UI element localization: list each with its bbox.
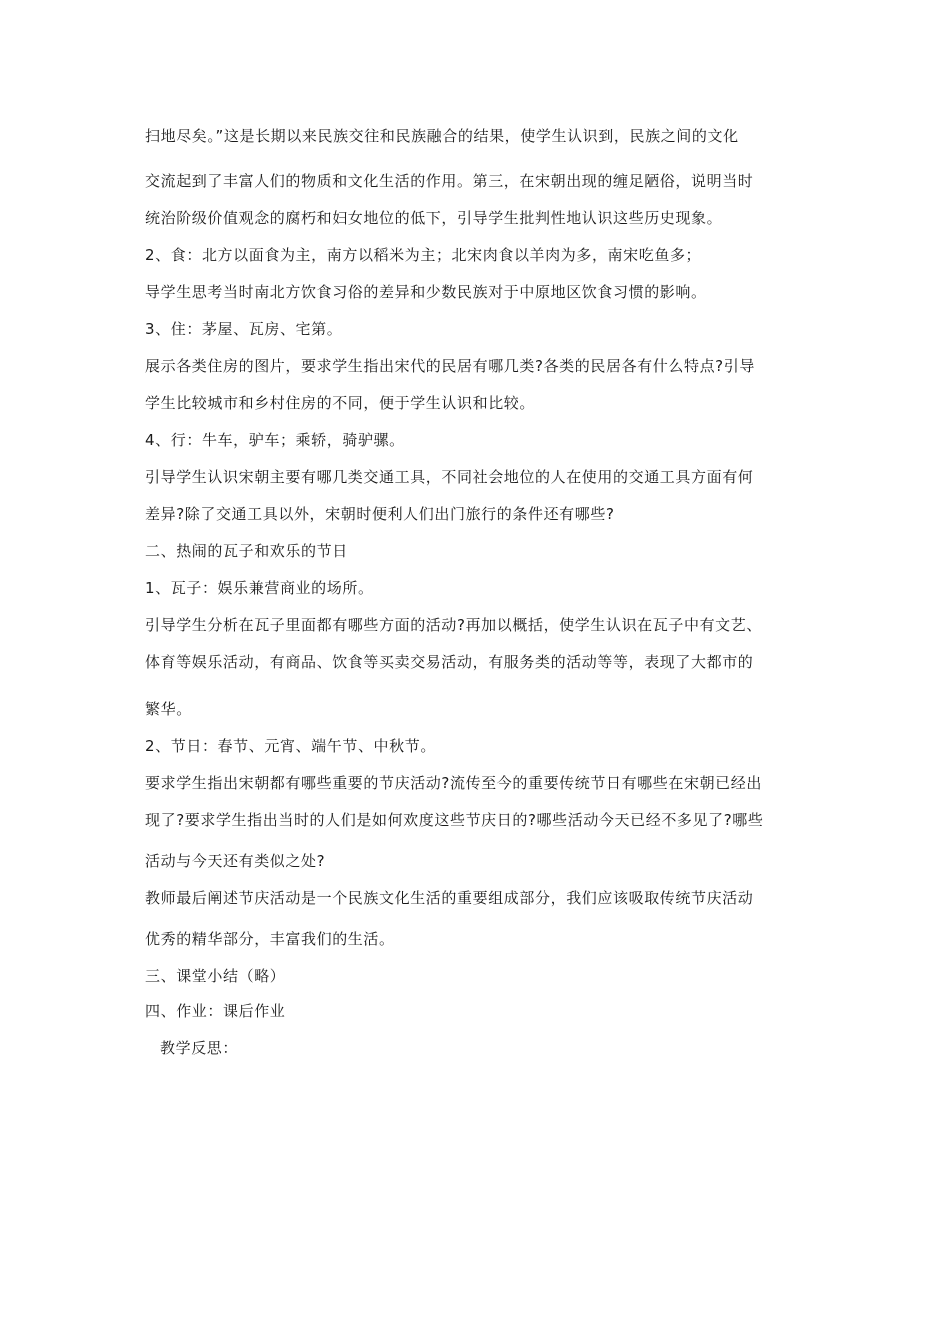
text-line: 扫地尽矣。”这是长期以来民族交往和民族融合的结果，使学生认识到，民族之间的文化 <box>145 127 739 145</box>
text-line: 3、住：茅屋、瓦房、宅第。 <box>145 320 343 338</box>
text-line: 差异?除了交通工具以外，宋朝时便利人们出门旅行的条件还有哪些? <box>145 505 615 523</box>
text-line: 体育等娱乐活动，有商品、饮食等买卖交易活动，有服务类的活动等等，表现了大都市的 <box>145 653 754 671</box>
text-line: 现了?要求学生指出当时的人们是如何欢度这些节庆日的?哪些活动今天已经不多见了?哪些 <box>145 811 764 829</box>
text-line: 引导学生认识宋朝主要有哪几类交通工具，不同社会地位的人在使用的交通工具方面有何 <box>145 468 754 486</box>
section-heading: 四、作业：课后作业 <box>145 1002 286 1020</box>
text-line: 统治阶级价值观念的腐朽和妇女地位的低下，引导学生批判性地认识这些历史现象。 <box>145 209 723 227</box>
text-line: 学生比较城市和乡村住房的不同，便于学生认识和比较。 <box>145 394 536 412</box>
text-line: 交流起到了丰富人们的物质和文化生活的作用。第三，在宋朝出现的缠足陋俗，说明当时 <box>145 172 754 190</box>
text-line: 4、行：牛车，驴车；乘轿，骑驴骡。 <box>145 431 405 449</box>
reflection-heading: 教学反思： <box>160 1039 239 1057</box>
text-line: 教师最后阐述节庆活动是一个民族文化生活的重要组成部分，我们应该吸取传统节庆活动 <box>145 889 754 907</box>
text-line: 2、食：北方以面食为主，南方以稻米为主；北宋肉食以羊肉为多，南宋吃鱼多； <box>145 246 702 264</box>
text-line: 展示各类住房的图片，要求学生指出宋代的民居有哪几类?各类的民居各有什么特点?引导 <box>145 357 755 375</box>
text-line: 2、节日：春节、元宵、端午节、中秋节。 <box>145 737 436 755</box>
text-line: 繁华。 <box>145 700 192 718</box>
text-line: 要求学生指出宋朝都有哪些重要的节庆活动?流传至今的重要传统节日有哪些在宋朝已经出 <box>145 774 762 792</box>
text-line: 引导学生分析在瓦子里面都有哪些方面的活动?再加以概括，使学生认识在瓦子中有文艺、 <box>145 616 762 634</box>
text-line: 1、瓦子：娱乐兼营商业的场所。 <box>145 579 374 597</box>
text-line: 优秀的精华部分，丰富我们的生活。 <box>145 930 395 948</box>
text-line: 导学生思考当时南北方饮食习俗的差异和少数民族对于中原地区饮食习惯的影响。 <box>145 283 707 301</box>
section-heading: 二、热闹的瓦子和欢乐的节日 <box>145 542 348 560</box>
section-heading: 三、课堂小结（略） <box>145 967 286 985</box>
text-line: 活动与今天还有类似之处? <box>145 852 326 870</box>
